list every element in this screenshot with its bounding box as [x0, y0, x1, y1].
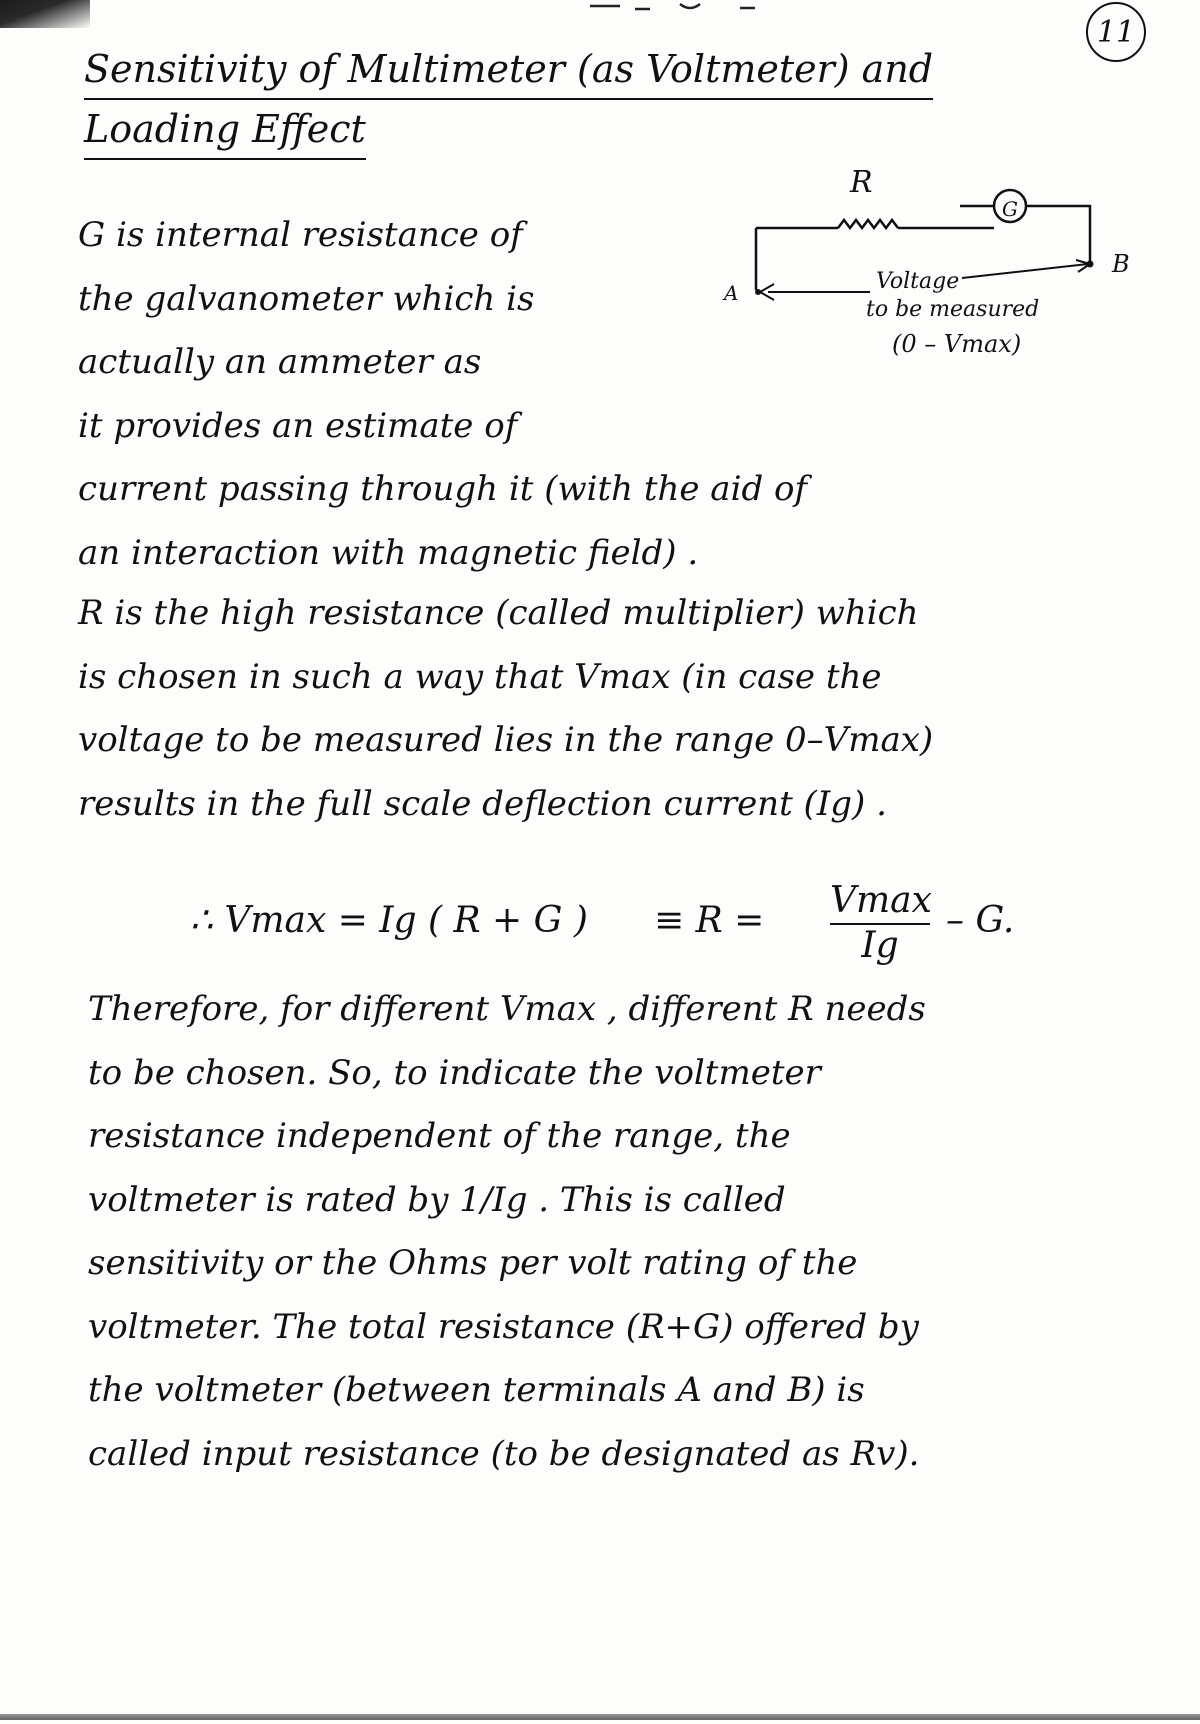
text-line: sensitivity or the Ohms per volt rating of the	[88, 1243, 858, 1283]
text-line: G is internal resistance of	[78, 215, 523, 255]
text-line: resistance independent of the range, the	[88, 1116, 791, 1156]
text-line: actually an ammeter as	[78, 342, 482, 382]
text-line: voltage to be measured lies in the range 0–Vmax)	[78, 720, 934, 760]
text-line: voltmeter is rated by 1/Ig . This is called	[88, 1179, 786, 1220]
text-line: voltmeter. The total resistance (R+G) offered by	[88, 1306, 919, 1347]
galvanometer-label: G	[1002, 197, 1018, 221]
circuit-wire-link	[898, 206, 960, 228]
text-line: the galvanometer which is	[78, 278, 535, 319]
terminal-b-label: B	[1112, 250, 1130, 278]
scan-bottom-edge	[0, 1714, 1200, 1720]
resistor-label: R	[850, 165, 873, 200]
text-line: R is the high resistance (called multiplier) which	[78, 593, 919, 633]
top-edge-marks	[580, 0, 840, 14]
circuit-wire-top-right	[960, 206, 1090, 266]
fraction-numerator: Vmax	[830, 880, 930, 925]
paragraph-sensitivity	[88, 978, 926, 1486]
equation-lhs: ∴ Vmax = Ig ( R + G )	[190, 900, 588, 941]
text-line: to be chosen. So, to indicate the voltmeter	[88, 1052, 821, 1093]
text-line: the voltmeter (between terminals A and B) is	[88, 1370, 865, 1410]
equation-tail: – G.	[946, 900, 1015, 941]
page-title	[84, 40, 944, 160]
voltage-label-3: (0 – Vmax)	[892, 330, 1022, 358]
text-line: current passing through it (with the aid of	[78, 469, 808, 509]
page-number	[1086, 2, 1146, 62]
scan-corner-shadow	[0, 0, 90, 28]
voltage-label-1: Voltage	[876, 269, 960, 294]
text-line: results in the full scale deflection current (Ig) .	[78, 783, 887, 824]
text-line: called input resistance (to be designated as Rv).	[88, 1433, 920, 1474]
paragraph-galvanometer	[78, 204, 807, 585]
terminal-a-label: A	[724, 281, 739, 305]
fraction-denominator: Ig	[861, 925, 899, 966]
text-line: is chosen in such a way that Vmax (in case the	[78, 656, 882, 697]
equation-fraction	[830, 880, 930, 966]
text-line: Therefore, for different Vmax , different R needs	[88, 989, 926, 1029]
terminal-b-dot	[1087, 261, 1094, 268]
text-line: an interaction with magnetic field) .	[78, 532, 699, 573]
page-number-text: 11	[1096, 14, 1136, 50]
equation-equiv: ≡ R =	[654, 900, 765, 941]
resistor-zigzag	[838, 220, 898, 228]
voltage-label-2: to be measured	[866, 297, 1040, 322]
text-line: it provides an estimate of	[78, 405, 518, 446]
title-line-1: Sensitivity of Multimeter (as Voltmeter) and	[84, 40, 933, 100]
title-line-2: Loading Effect	[84, 100, 366, 160]
paragraph-multiplier	[78, 582, 933, 836]
multiplier-equation	[190, 880, 1090, 970]
